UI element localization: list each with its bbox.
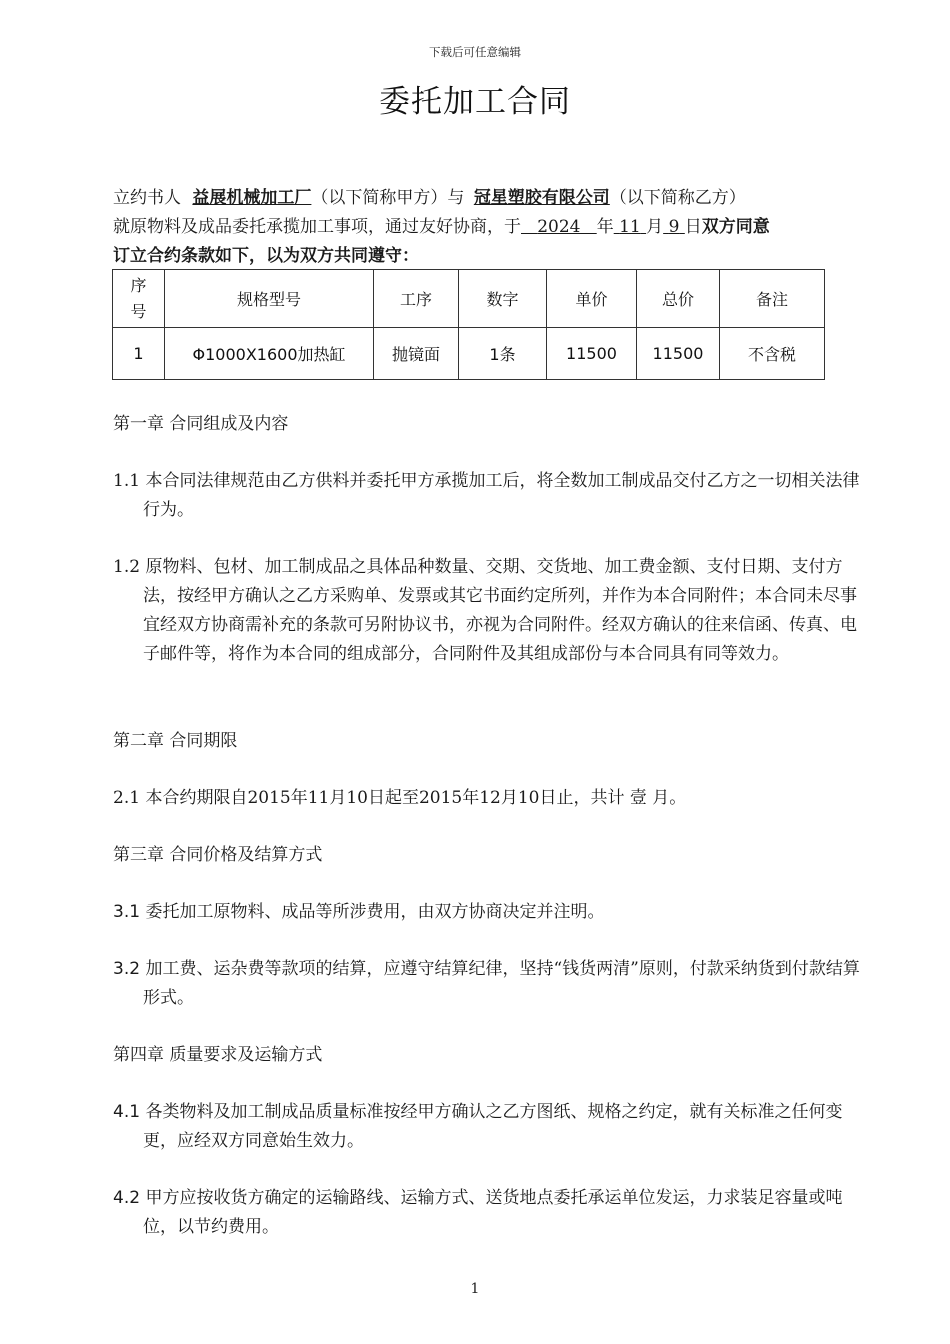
intro-text: 立约书人	[113, 188, 181, 208]
items-table	[112, 269, 825, 380]
document-title: 委托加工合同	[379, 84, 571, 120]
clause-text: 甲方应按收货方确定的运输路线、运输方式、送货地点委托承运单位发运，力求装足容量或吨位，以节约费用。	[140, 1188, 843, 1237]
clause-3-2	[113, 955, 868, 1013]
clause-number: 4.2	[113, 1188, 141, 1208]
col-header-total: 总价	[637, 270, 720, 328]
col-header-process: 工序	[374, 270, 459, 328]
intro-line-3: 订立合约条款如下，以为双方共同遵守：	[113, 246, 419, 266]
clause-4-2	[113, 1184, 868, 1242]
cell-process: 抛镜面	[374, 328, 459, 380]
col-header-remark: 备注	[720, 270, 825, 328]
intro-text: （以下简称乙方）	[609, 188, 746, 208]
cell-total: 11500	[637, 328, 720, 380]
chapter-2-heading: 第二章 合同期限	[113, 731, 238, 751]
col-header-qty: 数字	[459, 270, 547, 328]
page-number: 1	[470, 1281, 480, 1297]
party-b-name: 冠星塑胶有限公司	[473, 188, 610, 208]
party-a-name: 益展机械加工厂	[192, 188, 312, 208]
date-text: 月	[646, 217, 664, 237]
clause-number: 3.1	[113, 902, 141, 922]
intro-line-1	[113, 184, 843, 213]
date-month: 11	[619, 217, 641, 237]
clause-3-1	[113, 898, 868, 927]
clause-text: 加工费、运杂费等款项的结算，应遵守结算纪律，坚持“钱货两清”原则，付款采纳货到付款结算形式。	[140, 959, 860, 1008]
col-header-no: 序 号	[113, 270, 165, 328]
clause-2-1: 2.1 本合约期限自2015年11月10日起至2015年12月10日止，共计 壹 月。	[113, 788, 687, 808]
date-text: 年	[596, 217, 614, 237]
chapter-4-heading: 第四章 质量要求及运输方式	[113, 1045, 323, 1065]
clause-text: 委托加工原物料、成品等所涉费用，由双方协商决定并注明。	[140, 902, 605, 922]
clause-1-1: 1.1 本合同法律规范由乙方供料并委托甲方承揽加工后，将全数加工制成品交付乙方之一切相关法律行为。	[113, 471, 860, 520]
cell-qty: 1条	[459, 328, 547, 380]
intro-paragraph	[113, 184, 843, 271]
clause-number: 4.1	[113, 1102, 141, 1122]
col-header-spec: 规格型号	[165, 270, 374, 328]
clause-4-1	[113, 1098, 868, 1156]
chapter-1-heading: 第一章 合同组成及内容	[113, 414, 289, 434]
intro-line-2	[113, 213, 843, 242]
cell-no: 1	[113, 328, 165, 380]
date-day: 9	[668, 217, 680, 237]
cell-remark: 不含税	[720, 328, 825, 380]
intro-text: （以下简称甲方）与	[311, 188, 465, 208]
date-year: 2024	[537, 217, 581, 237]
col-header-unit-price: 单价	[547, 270, 637, 328]
cell-unit-price: 11500	[547, 328, 637, 380]
intro-text: 就原物料及成品委托承揽加工事项，通过友好协商，于	[113, 217, 521, 237]
clause-text: 各类物料及加工制成品质量标准按经甲方确认之乙方图纸、规格之约定，就有关标准之任何变更，应经双方同意始生效力。	[140, 1102, 843, 1151]
cell-spec: Φ1000X1600加热缸	[165, 328, 374, 380]
header-note: 下载后可任意编辑	[429, 45, 521, 59]
intro-text: 双方同意	[701, 217, 770, 237]
table-row	[113, 328, 825, 380]
clause-number: 3.2	[113, 959, 141, 979]
chapter-3-heading: 第三章 合同价格及结算方式	[113, 845, 323, 865]
table-header-row	[113, 270, 825, 328]
date-text: 日	[684, 217, 702, 237]
clause-1-2: 1.2 原物料、包材、加工制成品之具体品种数量、交期、交货地、加工费金额、支付日期、支付方法，按经甲方确认之乙方采购单、发票或其它书面约定所列，并作为本合同附件；本合同未尽事宜经双方协商需补充的条款可另附协议书，亦视为合同附件。经双方确认的往来信函、传真、电子邮件等，将作为本合同的组成部分，合同附件及其组成部份与本合同具有同等效力。	[113, 557, 857, 664]
